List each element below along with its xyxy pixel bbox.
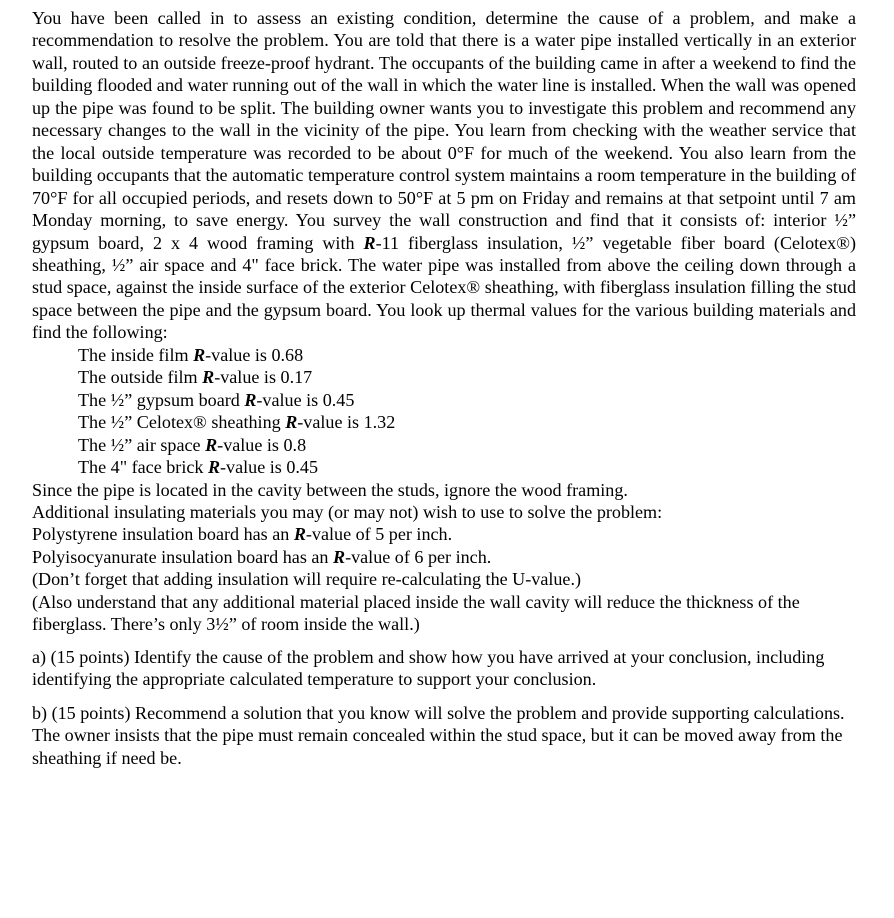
problem-statement-part-2: -11 fiberglass insulation, ½” vegetable fiber board (Celotex®) sheathing, ½” air space and 4" face brick. The water pipe was installed from above the ceiling down through a stud space, against the inside surface of the exterior Celotex® sheathing, with fiberglass insulation filling the stud space between the pipe and the gypsum board. You look up thermal values for the various building materials and find the following: [32,232,856,343]
note-additional-materials: Additional insulating materials you may (or may not) wish to use to solve the problem: [32,501,663,522]
question-b: b) (15 points) Recommend a solution that you know will solve the problem and provide supporting calculations. The owner insists that the pipe must remain concealed within the stud space, but it can be moved away from the sheathing if need be. [32,702,845,768]
r-value-item-outside-film: The outside film R-value is 0.17 [78,367,313,388]
r-value-item-inside-film: The inside film R-value is 0.68 [78,344,304,365]
note-dont-forget: (Don’t forget that adding insulation will require re-calculating the U-value.) [32,569,582,590]
note-ignore-framing: Since the pipe is located in the cavity between the studs, ignore the wood framing. [32,479,628,500]
question-a: a) (15 points) Identify the cause of the problem and show how you have arrived at your conclusion, including identifying the appropriate calculated temperature to support your conclusion. [32,646,825,690]
r-value-item-gypsum-board: The ½” gypsum board R-value is 0.45 [78,389,355,410]
r-value-item-face-brick: The 4" face brick R-value is 0.45 [78,457,319,478]
r-value-item-celotex-sheathing: The ½” Celotex® sheathing R-value is 1.32 [78,412,396,433]
r-value-list [32,344,894,479]
note-polyisocyanurate: Polyisocyanurate insulation board has an R-value of 6 per inch. [32,546,492,567]
r-value-item-air-space: The ½” air space R-value is 0.8 [78,434,307,455]
problem-statement-part-1: You have been called in to assess an existing condition, determine the cause of a problem, and make a recommendation to resolve the problem. You are told that there is a water pipe installed vertically in an exterior wall, routed to an outside freeze-proof hydrant. The occupants of the building came in after a weekend to find the building flooded and water running out of the wall in which the water line is installed. When the wall was opened up the pipe was found to be split. The building owner wants you to investigate this problem and recommend any necessary changes to the wall in the vicinity of the pipe. You learn from checking with the weather service that the local outside temperature was recorded to be about 0°F for much of the weekend. You also learn from the building occupants that the automatic temperature control system maintains a room temperature in the building of 70°F for all occupied periods, and resets down to 50°F at 5 pm on Friday and remains at that setpoint until 7 am Monday morning, to save energy. You survey the wall construction and find that it consists of: interior ½” gypsum board, 2 x 4 wood framing with [32,8,856,253]
note-polystyrene: Polystyrene insulation board has an R-value of 5 per inch. [32,524,453,545]
note-also-understand: (Also understand that any additional material placed inside the wall cavity will reduce the thickness of the fiberglass. There’s only 3½” of room inside the wall.) [32,591,800,635]
r-symbol: R [363,232,376,253]
problem-statement [32,7,856,344]
